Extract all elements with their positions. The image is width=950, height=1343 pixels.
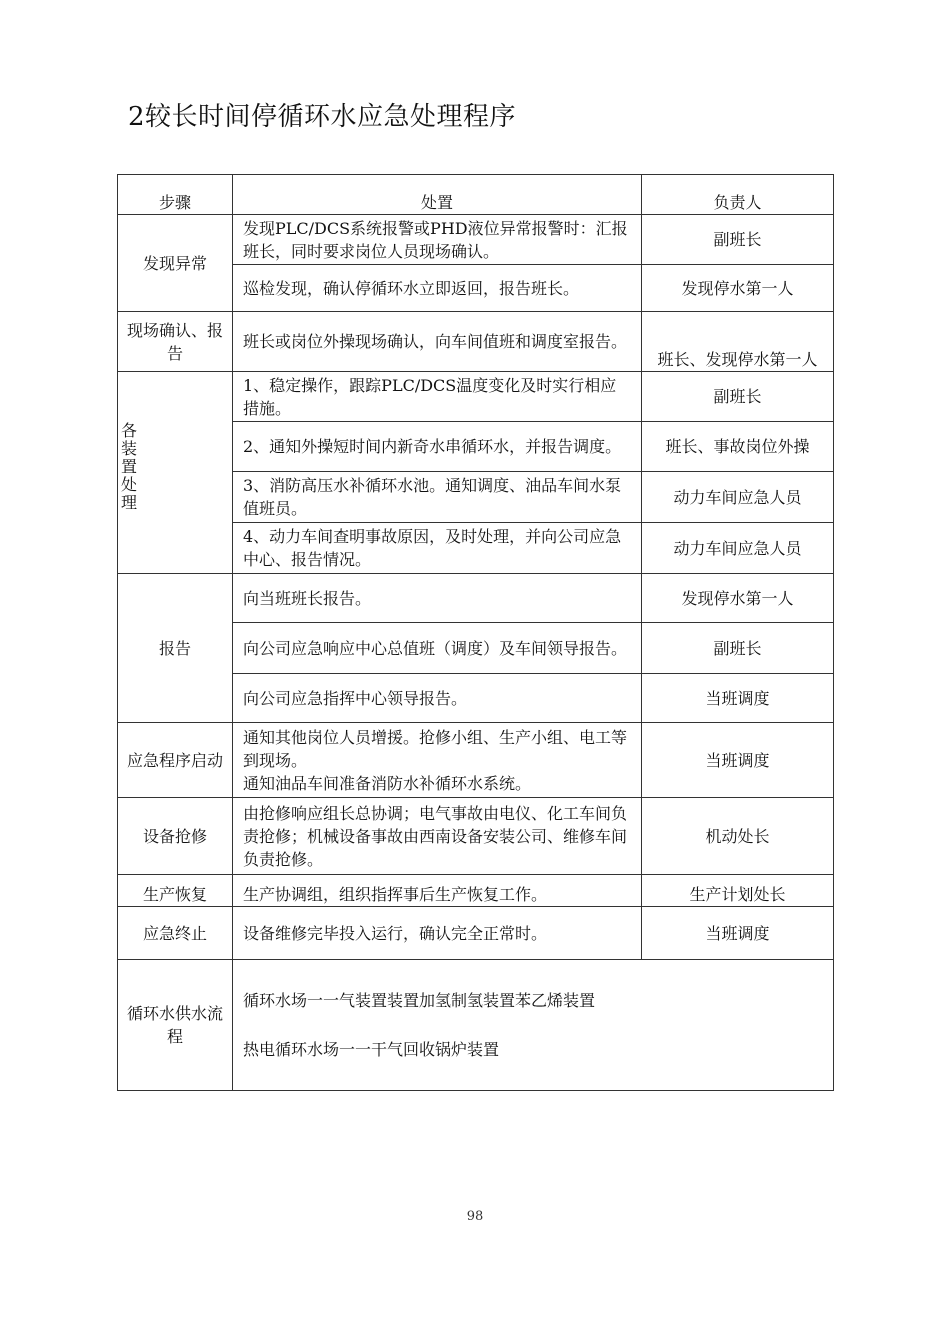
action-cell: 2、通知外操短时间内新奇水串循环水，并报告调度。: [233, 422, 642, 472]
action-cell: 向公司应急响应中心总值班（调度）及车间领导报告。: [233, 623, 642, 674]
page-title: 2较长时间停循环水应急处理程序: [128, 102, 517, 132]
step-cell: 现场确认、报告: [118, 312, 233, 372]
table-row: [118, 574, 834, 623]
page-number: 98: [466, 1209, 484, 1224]
action-cell: 由抢修响应组长总协调；电气事故由电仪、化工车间负责抢修；机械设备事故由西南设备安装公司、维修车间负责抢修。: [233, 798, 642, 875]
action-line: 通知油品车间准备消防水补循环水系统。: [243, 773, 532, 793]
action-cell: 设备维修完毕投入运行，确认完全正常时。: [233, 907, 642, 960]
action-cell: [233, 723, 642, 798]
action-cell: 向公司应急指挥中心领导报告。: [233, 674, 642, 723]
flow-line: 循环水场一一气装置装置加氢制氢装置苯乙烯装置: [243, 991, 596, 1010]
step-cell: 报告: [118, 574, 233, 723]
header-action: 处置: [233, 175, 642, 215]
table-row: [118, 215, 834, 265]
responsible-cell: 机动处长: [642, 798, 834, 875]
responsible-cell: 生产计划处长: [642, 875, 834, 907]
flow-line: 热电循环水场一一干气回收锅炉装置: [243, 1040, 500, 1059]
emergency-procedure-table: [117, 174, 834, 1091]
table-header-row: [118, 175, 834, 215]
step-cell: 设备抢修: [118, 798, 233, 875]
table-row: [118, 798, 834, 875]
step-cell-vertical: [118, 372, 233, 574]
action-cell: 发现PLC/DCS系统报警或PHD液位异常报警时：汇报班长，同时要求岗位人员现场确认。: [233, 215, 642, 265]
step-cell: 应急程序启动: [118, 723, 233, 798]
step-cell: 生产恢复: [118, 875, 233, 907]
table-row: [118, 723, 834, 798]
responsible-cell: 副班长: [642, 623, 834, 674]
responsible-cell: 班长、发现停水第一人: [642, 312, 834, 372]
table-row: [118, 372, 834, 422]
table-row: [118, 960, 834, 1091]
header-responsible: 负责人: [642, 175, 834, 215]
vertical-step-label: 各装置处理: [120, 421, 137, 512]
step-cell: 发现异常: [118, 215, 233, 312]
action-cell: 1、稳定操作，跟踪PLC/DCS温度变化及时实行相应措施。: [233, 372, 642, 422]
table-row: [118, 875, 834, 907]
responsible-cell: 当班调度: [642, 907, 834, 960]
table-row: [118, 907, 834, 960]
responsible-cell: 动力车间应急人员: [642, 523, 834, 574]
flow-cell: [233, 960, 834, 1091]
action-cell: 班长或岗位外操现场确认，向车间值班和调度室报告。: [233, 312, 642, 372]
action-cell: 向当班班长报告。: [233, 574, 642, 623]
responsible-cell: 发现停水第一人: [642, 574, 834, 623]
responsible-cell: 副班长: [642, 372, 834, 422]
responsible-cell: 当班调度: [642, 674, 834, 723]
action-cell: 生产协调组，组织指挥事后生产恢复工作。: [233, 875, 642, 907]
responsible-cell: 副班长: [642, 215, 834, 265]
action-line: 通知其他岗位人员增援。抢修小组、生产小组、电工等到现场。: [243, 727, 628, 770]
step-cell: 应急终止: [118, 907, 233, 960]
header-step: 步骤: [118, 175, 233, 215]
responsible-cell: 发现停水第一人: [642, 265, 834, 312]
responsible-cell: 动力车间应急人员: [642, 472, 834, 523]
action-cell: 4、动力车间查明事故原因，及时处理，并向公司应急中心、报告情况。: [233, 523, 642, 574]
action-cell: 3、消防高压水补循环水池。通知调度、油品车间水泵值班员。: [233, 472, 642, 523]
step-cell: 循环水供水流程: [118, 960, 233, 1091]
responsible-cell: 班长、事故岗位外操: [642, 422, 834, 472]
table-row: [118, 312, 834, 372]
action-cell: 巡检发现，确认停循环水立即返回，报告班长。: [233, 265, 642, 312]
responsible-cell: 当班调度: [642, 723, 834, 798]
